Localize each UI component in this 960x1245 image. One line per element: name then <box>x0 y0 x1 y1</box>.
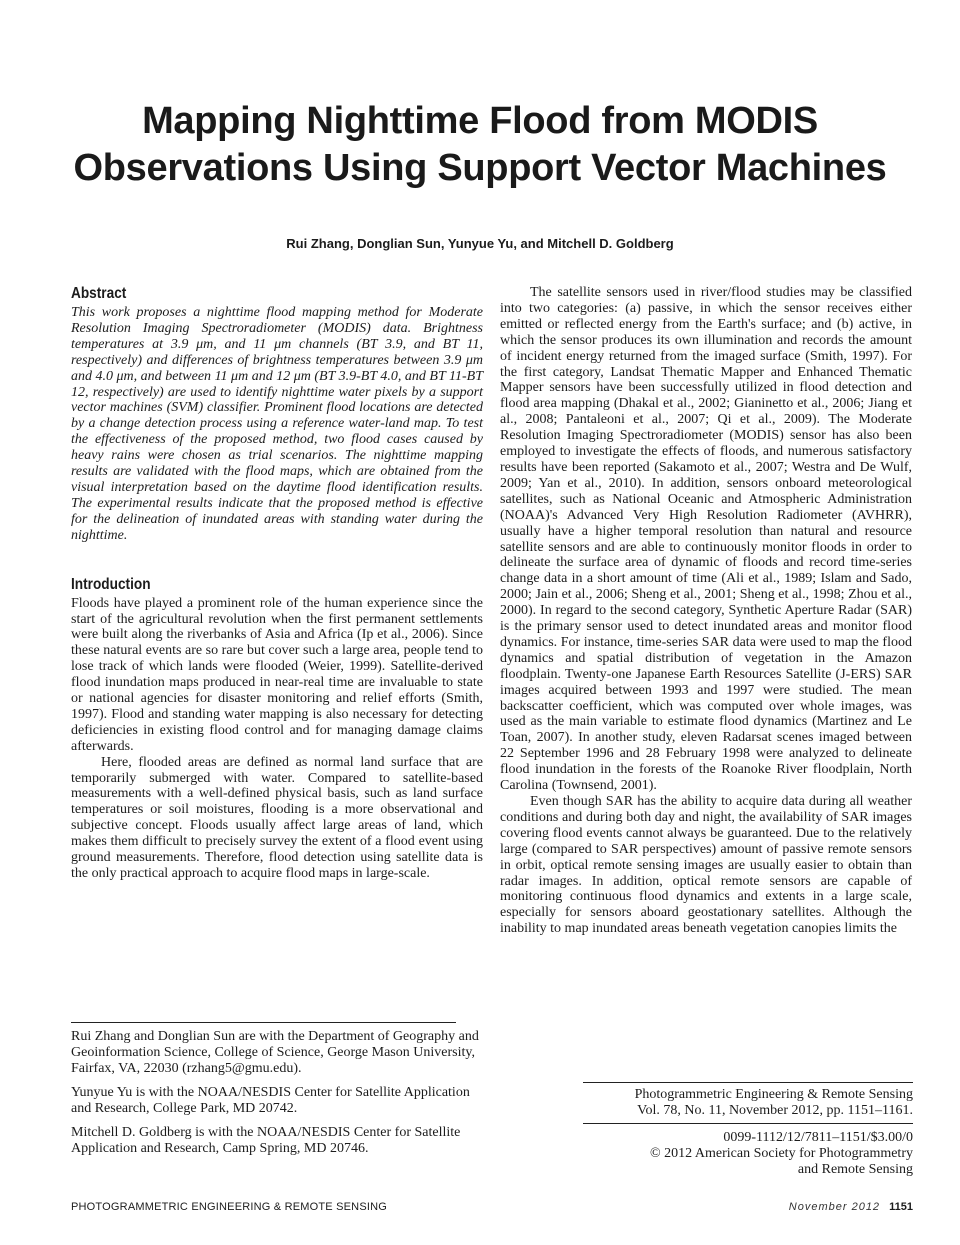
affiliation-note: Rui Zhang and Donglian Sun are with the Department of Geography and Geoinformation Science, College of Science, George Mason University, Fairfax, VA, 22030 (rzhang5@gmu.edu). <box>71 1029 479 1076</box>
footer-right <box>789 1201 913 1213</box>
journal-citation <box>583 1082 913 1178</box>
introduction-heading: Introduction <box>71 575 151 593</box>
right-column <box>500 285 912 937</box>
abstract-text: This work proposes a nighttime flood mapping method for Moderate Resolution Imaging Spectroradiometer (MODIS) data. Brightness temperatures at 3.9 μm, and 11 μm channels (BT 3.9, and BT 11, respectively) and differences of brightness temperatures between 3.9 μm and 4.0 μm, and between 11 μm and 12 μm (BT 3.9-BT 4.0, and BT 11-BT 12, respectively) are used to identify nighttime water pixels by a support vector machines (SVM) classifier. Prominent flood locations are detected by a change detection process using a reference water-land map. To test the effectiveness of the proposed method, two flood cases caused by heavy rains were chosen as trial scenarios. The nighttime mapping results are validated with the flood maps, which are obtained from the visual interpretation based on the daytime flood identification results. The experimental results indicate that the proposed method is effective for the delineation of inundated areas with standing water during the nighttime. <box>71 305 483 543</box>
intro-paragraph-1: Floods have played a prominent role of the human experience since the start of the agricultural revolution when the first permanent settlements were built along the riverbanks of Asia and Africa (Ip et al., 2006). Since these natural events are so rare but cover such a large area, people tend to lose track of which lands were flooded (Weier, 1999). Satellite-derived flood inundation maps produced in near-real time are invaluable to state or national agencies for disaster monitoring and relief efforts (Smith, 1997). Flood and standing water mapping is also necessary for detecting deficiencies in existing flood control and for managing damage claims afterwards. <box>71 595 483 754</box>
left-column <box>71 285 483 882</box>
paper-title <box>40 98 920 192</box>
title-line-2: Observations Using Support Vector Machines <box>73 147 887 189</box>
citation-journal: Photogrammetric Engineering & Remote Sensing <box>634 1087 913 1102</box>
body-paragraph-2: Even though SAR has the ability to acquire data during all weather conditions and during both day and night, the availability of SAR images covering flood events cannot always be guaranteed. Due to the relatively large (compared to SAR perspectives) amount of passive remote sensors in orbit, optical remote sensing images are usually easier to obtain than radar images. In addition, optical remote sensors are capable of monitoring continuous flood dynamics and extents in a large scale, especially for sensors aboard geostationary satellites. Although the inability to map inundated areas beneath vegetation canopies limits the <box>500 794 912 937</box>
citation-rule <box>583 1082 913 1083</box>
footnote-rule <box>71 1022 456 1023</box>
running-footer <box>71 1199 913 1215</box>
copyright-line-2: and Remote Sensing <box>797 1162 913 1177</box>
page-number: 1151 <box>889 1201 913 1213</box>
copyright-line-1: © 2012 American Society for Photogrammetry <box>650 1146 913 1161</box>
affiliation-note: Yunyue Yu is with the NOAA/NESDIS Center for Satellite Application and Research, College Park, MD 20742. <box>71 1085 470 1116</box>
citation-rule <box>583 1123 913 1124</box>
abstract-heading: Abstract <box>71 285 127 302</box>
author-list: Rui Zhang, Donglian Sun, Yunyue Yu, and Mitchell D. Goldberg <box>286 236 674 251</box>
affiliation-note: Mitchell D. Goldberg is with the NOAA/NESDIS Center for Satellite Application and Research, Camp Spring, MD 20746. <box>71 1125 461 1156</box>
intro-paragraph-2: Here, flooded areas are defined as normal land surface that are temporarily submerged with water. Compared to satellite-based measurements with a well-defined physical basis, such as land surface temperatures or soil moistures, flooding is a more observational and subjective concept. Floods usually affect large areas of land, which makes them difficult to precisely survey the extent of a flood event using ground measurements. Therefore, flood detection using satellite data is the only practical approach to acquire flood maps in large-scale. <box>71 754 483 881</box>
title-line-1: Mapping Nighttime Flood from MODIS <box>142 100 818 142</box>
footer-journal-name: PHOTOGRAMMETRIC ENGINEERING & REMOTE SENSING <box>71 1201 388 1213</box>
citation-code: 0099-1112/12/7811–1151/$3.00/0 <box>723 1130 913 1145</box>
citation-volume: Vol. 78, No. 11, November 2012, pp. 1151–1161. <box>637 1103 913 1118</box>
author-affiliations <box>71 1022 483 1165</box>
body-paragraph-1: The satellite sensors used in river/flood studies may be classified into two categories: (a) passive, in which the sensor receives either emitted or reflected energy from the Earth's surface; and (b) active, in which the sensor produces its own illumination and records the amount of incident energy returned from the imaged surface (Smith, 1997). For the first category, Landsat Thematic Mapper and Enhanced Thematic Mapper sensors have been successfully utilized in flood detection and flood area mapping (Dhakal et al., 2002; Gianinetto et al., 2006; Jiang et al., 2008; Pantaleoni et al., 2007; Qi et al., 2009). The Moderate Resolution Imaging Spectroradiometer (MODIS) sensor has also been employed to investigate the effects of floods, and numerous satisfactory results have been reported (Sakamoto et al., 2007; Westra and De Wulf, 2009; Yan et al., 2010). In addition, sensors onboard meteorological satellites, such as National Oceanic and Atmospheric Administration (NOAA)'s Advanced Very High Resolution Radiometer (AVHRR), usually have a higher temporal resolution than natural and resource satellite sensors and are able to continuously monitor floods in order to delineate the surface area of dynamic of floods and record time-series change data in a short amount of time (Ali et al., 1989; Islam and Sado, 2000; Jain et al., 2006; Sheng et al., 2001; Sheng et al., 1998; Zhou et al., 2000). In regard to the second category, Synthetic Aperture Radar (SAR) is the primary sensor used to detect inundated areas and monitor flood dynamics. For instance, time-series SAR data were used to map the flood dynamics and spatial distribution of vegetation in the Amazon floodplain. Twenty-one Japanese Earth Resources Satellite (J-ERS) SAR images acquired between 1993 and 1997 were studied. The mean backscatter coefficient, which was computed over whole images, was used as the main variable to estimate flood dynamics (Martinez and Le Toan, 2007). In another study, eleven Radarsat scenes imaged between 22 September 1996 and 28 February 1998 were analyzed to delineate flood inundation in the forests of the Roanoke River floodplain, North Carolina (Townsend, 2001). <box>500 285 912 794</box>
footer-month: November 2012 <box>788 1201 881 1213</box>
